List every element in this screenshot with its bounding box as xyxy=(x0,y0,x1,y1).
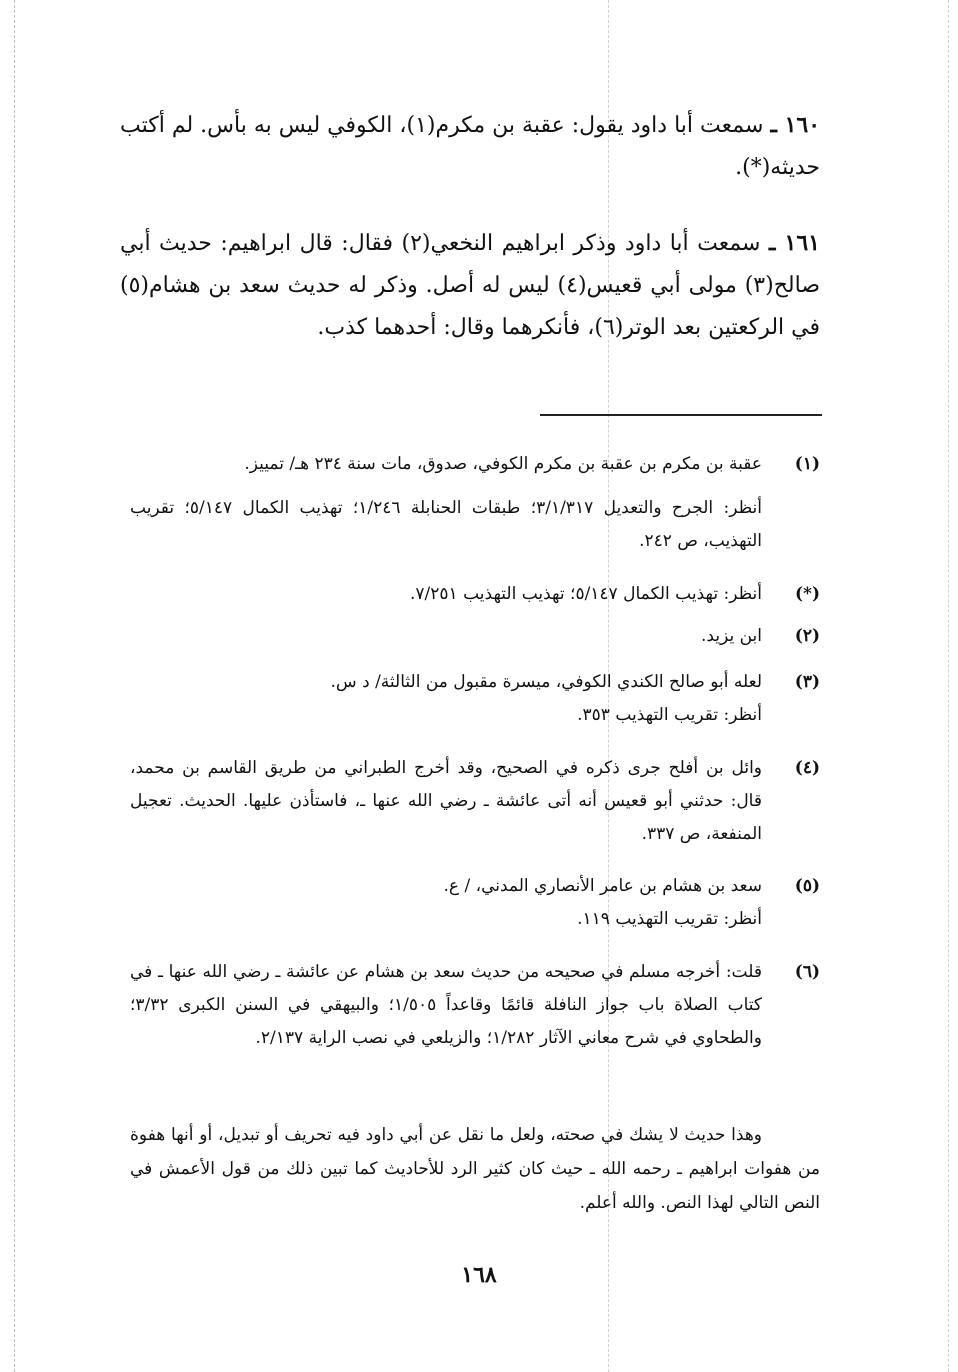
footnote-marker: (٢) xyxy=(794,626,820,646)
editor-conclusion: وهذا حديث لا يشك في صحته، ولعل ما نقل عن أبي داود فيه تحريف أو تبديل، أو أنها هفوة من هفوات ابراهيم ـ رحمه الله ـ حيث كان كثير الرد للأحاديث كما تبين ذلك من قول الأعمش في النص التالي لهذا النص. والله أعلم. xyxy=(130,1125,820,1213)
scan-fold-line-left xyxy=(14,0,15,1372)
footnote-marker: (٤) xyxy=(794,758,820,778)
narration-161 xyxy=(120,222,820,349)
footnote-1 xyxy=(130,448,820,481)
footnote-text: عقبة بن مكرم بن عقبة بن مكرم الكوفي، صدوق، مات سنة ٢٣٤ هـ/ تمييز. xyxy=(244,454,762,474)
footnote-text: لعله أبو صالح الكندي الكوفي، ميسرة مقبول من الثالثة/ د س. xyxy=(330,672,762,692)
footnote-text: سعد بن هشام بن عامر الأنصاري المدني، / ع. xyxy=(443,876,762,896)
footnote-5 xyxy=(130,870,820,936)
narration-text: سمعت أبا داود يقول: عقبة بن مكرم(١)، الكوفي ليس به بأس. لم أكتب حديثه(*). xyxy=(120,113,820,180)
footnote-divider xyxy=(540,414,822,416)
footnote-text: أنظر: تهذيب الكمال ٥/١٤٧؛ تهذيب التهذيب ٧/٢٥١. xyxy=(410,584,762,604)
footnote-text: وائل بن أفلح جرى ذكره في الصحيح، وقد أخرج الطبراني من طريق القاسم بن محمد، قال: حدثني أبو قعيس أنه أتى عائشة ـ رضي الله عنها ـ، فاستأذن عليها. الحديث. تعجيل المنفعة، ص ٣٣٧. xyxy=(130,758,762,844)
footnote-text: قلت: أخرجه مسلم في صحيحه من حديث سعد بن هشام عن عائشة ـ رضي الله عنها ـ في كتاب الصلاة باب جواز النافلة قائمًا وقاعداً ١/٥٠٥؛ والبيهقي في السنن الكبرى ٣/٣٢؛ والطحاوي في شرح معاني الآثار ١/٢٨٢؛ والزيلعي في نصب الراية ٢/١٣٧. xyxy=(130,962,762,1048)
footnote-1-reference xyxy=(130,492,820,558)
narration-number: ١٦٠ ـ xyxy=(770,112,821,138)
footnote-reference: أنظر: تقريب التهذيب ٣٥٣. xyxy=(577,705,762,725)
footnote-4 xyxy=(130,752,820,851)
footnote-6 xyxy=(130,956,820,1055)
footnote-text: أنظر: الجرح والتعديل ٣/١/٣١٧؛ طبقات الحنابلة ١/٢٤٦؛ تهذيب الكمال ٥/١٤٧؛ تقريب التهذيب، ص ٢٤٢. xyxy=(130,498,762,551)
narration-number: ١٦١ ـ xyxy=(768,230,820,256)
narration-160 xyxy=(120,104,820,189)
footnote-marker: (٦) xyxy=(794,962,820,982)
footnote-marker: (١) xyxy=(794,454,820,474)
footnote-marker: (٣) xyxy=(794,672,820,692)
footnote-2 xyxy=(130,620,820,653)
footnote-text: ابن يزيد. xyxy=(701,626,762,646)
footnote-marker: (٥) xyxy=(794,876,820,896)
footnote-3 xyxy=(130,666,820,732)
page-number: ١٦٨ xyxy=(461,1262,497,1288)
footnote-marker: (*) xyxy=(795,584,820,604)
footnote-star xyxy=(130,578,820,611)
scan-fold-line-right xyxy=(948,0,949,1372)
narration-text: سمعت أبا داود وذكر ابراهيم النخعي(٢) فقال: قال ابراهيم: حديث أبي صالح(٣) مولى أبي قعيس(٤) ليس له أصل. وذكر له حديث سعد بن هشام(٥) في الركعتين بعد الوتر(٦)، فأنكرهما وقال: أحدهما كذب. xyxy=(120,231,820,340)
footnote-reference: أنظر: تقريب التهذيب ١١٩. xyxy=(577,909,762,929)
